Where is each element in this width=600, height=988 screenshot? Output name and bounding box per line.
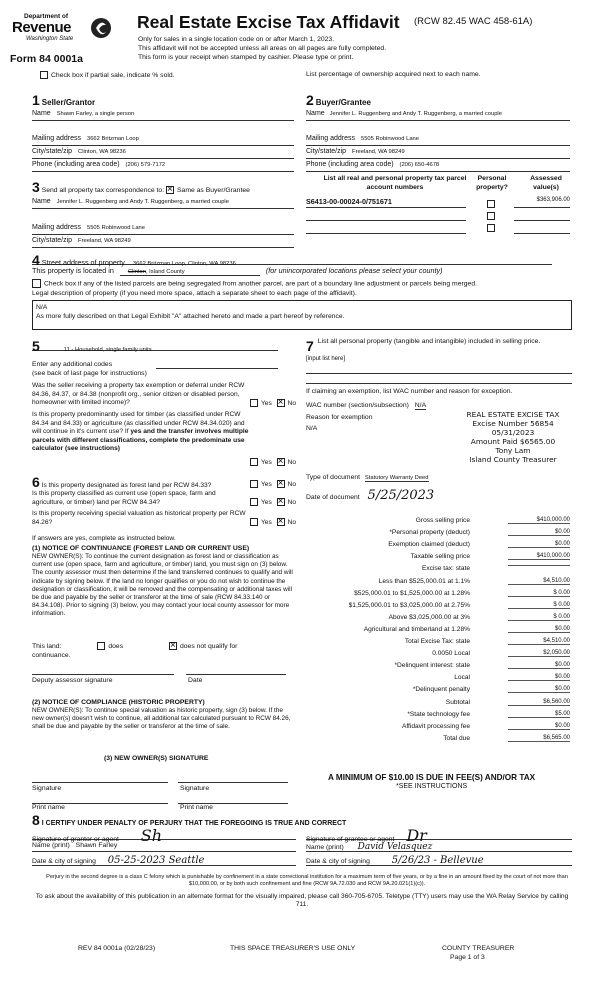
corr-mailing-row: [32, 224, 294, 235]
seller-phone-value[interactable]: (206) 579-7172: [125, 162, 166, 168]
current-use-yes-checkbox[interactable]: [250, 498, 258, 506]
current-use-no-checkbox[interactable]: [277, 498, 285, 506]
tax-row: [308, 650, 570, 661]
legal-label: Legal description of property (if you need more space, attach a separate sheet to each page of the affidavit).: [32, 290, 357, 297]
header-note-3: This form is your receipt when stamped by cashier. Please type or print.: [138, 54, 354, 61]
seller-city-row: [32, 148, 294, 159]
section-8-number: 8: [32, 812, 40, 828]
signature-label-2: Signature: [180, 785, 210, 792]
tax-row-label: Local: [454, 674, 470, 682]
timber-no-checkbox[interactable]: [277, 458, 285, 466]
timber-text: Is this property predominantly used for timber (as classified under RCW 84.34 and 84.33) or agriculture (as classified under RCW 84.34.020) and will continue in it's current use? If: [32, 411, 245, 435]
grantor-name[interactable]: Shawn Farley: [75, 842, 118, 849]
tax-row-value[interactable]: $410,000.00: [508, 553, 570, 560]
section-3-heading: [32, 179, 250, 195]
section-7-number: 7: [306, 338, 314, 354]
tax-row-value[interactable]: $2,050.00: [508, 650, 570, 657]
see-instructions: *SEE INSTRUCTIONS: [396, 783, 468, 790]
seller-mailing-row: [32, 135, 294, 146]
current-use-question: Is this property classified as current use (open space, farm and agriculture, or timber) land per RCW 84.34?: [32, 490, 216, 506]
deputy-label: Deputy assessor signature: [32, 677, 113, 684]
parcels-col2-header: Personal property?: [476, 175, 508, 191]
exemption-no-checkbox[interactable]: [277, 399, 285, 407]
certify-text: I CERTIFY UNDER PENALTY OF PERJURY THAT THE FOREGOING IS TRUE AND CORRECT: [41, 820, 347, 827]
personal-property-line-1[interactable]: [306, 366, 572, 374]
partial-sale-row: [40, 71, 175, 79]
timber-bold: yes and the transfer involves multiple parcels with different classifications, complete the predominate use calculator (see instructions): [32, 428, 249, 452]
buyer-name-row: [306, 110, 570, 121]
owner-print-2[interactable]: [178, 796, 288, 804]
historic-no-checkbox[interactable]: [277, 518, 285, 526]
timber-no-label: No: [287, 458, 297, 466]
corr-name-row: [32, 198, 294, 209]
buyer-mailing-value[interactable]: 5505 Robinwood Lane: [360, 136, 420, 142]
footer-page: Page 1 of 3: [450, 954, 485, 961]
ownership-note: List percentage of ownership acquired next to each name.: [306, 71, 481, 78]
grantee-date-row: [306, 855, 572, 866]
header-note-1: Only for sales in a single location code on or after March 1, 2023.: [138, 36, 335, 43]
does-not-checkbox[interactable]: [169, 642, 177, 650]
grantee-name-label: Name (print): [306, 844, 344, 851]
tax-row: [308, 541, 570, 552]
legal-text: As more fully described on that Legal Exhibit "A" attached hereto and made a part hereof by reference.: [36, 313, 345, 320]
seller-mailing-value[interactable]: 3662 Britzman Loop: [86, 136, 139, 142]
personal-property-line-2[interactable]: [306, 376, 572, 384]
logo-emblem-icon: [90, 15, 112, 41]
additional-codes-1: Enter any additional codes: [32, 361, 113, 368]
grantor-signature-row: [32, 826, 296, 845]
current-use-no-label: No: [287, 498, 297, 506]
notice2-body: NEW OWNER(S): To continue special valuation as historic property, sign (3) below. If the new owner(s) doesn't wish to continue, all additional tax calculated pursuant to RCW 84.26, shall be due and payable by the seller or transferor at the time of sale.: [32, 707, 291, 731]
page-title: Real Estate Excise Tax Affidavit: [137, 12, 400, 32]
wac-row: [306, 402, 426, 409]
grantor-name-row: [32, 842, 296, 852]
stamp-line-1: REAL ESTATE EXCISE TAX: [466, 410, 560, 419]
county-value: , Island County: [145, 269, 185, 275]
tax-row: [308, 614, 570, 625]
availability-note: To ask about the availability of this publication in an alternate format for the visually impaired, please call 360-705-6705. Teletype (TTY) users may use the WA Relay Service by calling 711.: [35, 893, 569, 909]
grantee-signature-row: [306, 826, 572, 845]
grantee-sig-label: Signature of grantee or agent: [306, 836, 395, 843]
doc-date-row: [306, 488, 434, 503]
print-name-label-1: Print name: [32, 804, 65, 811]
tax-row-value[interactable]: $ 0.00: [508, 602, 570, 609]
corr-city-value[interactable]: Freeland, WA 98249: [78, 238, 131, 244]
forest-yes-checkbox[interactable]: [250, 480, 258, 488]
historic-no-label: No: [287, 518, 297, 526]
tax-row-label: Excise tax: state: [421, 565, 470, 573]
grantee-date[interactable]: 5/26/23 - Bellevue: [391, 855, 484, 866]
forest-no-label: No: [287, 480, 297, 488]
section-4-number: 4: [32, 252, 40, 268]
does-not-label: does not qualify for: [180, 642, 238, 650]
seller-phone-row: [32, 161, 294, 172]
tax-row-label: $1,525,000.01 to $3,025,000.00 at 2.75%: [348, 601, 470, 609]
buyer-phone-value[interactable]: (206) 650-4678: [399, 162, 440, 168]
tax-row: [308, 626, 570, 637]
personal-property-checkbox-1[interactable]: [487, 200, 495, 208]
does-checkbox[interactable]: [97, 642, 105, 650]
land-use-code[interactable]: 11 - Household, single family units: [63, 347, 152, 353]
this-land-label: This land:: [32, 642, 62, 650]
does-label: does: [108, 642, 124, 650]
tax-row-value[interactable]: $6,565.00: [508, 735, 570, 742]
tax-row-label: *Personal property (deduct): [389, 529, 470, 537]
exemption-answer: [250, 399, 296, 407]
buyer-name-label: Name: [306, 110, 325, 117]
header-note-2: This affidavit will not be accepted unless all areas on all pages are fully completed.: [138, 45, 387, 52]
tax-row-value[interactable]: $6,560.00: [508, 699, 570, 706]
treasurer-stamp: [438, 410, 588, 464]
parcel-personal-3: [487, 223, 498, 232]
tax-row: [308, 674, 570, 685]
tax-row: [308, 735, 570, 746]
if-yes-text: If answers are yes, complete as instructed below.: [32, 535, 176, 542]
doc-type-row: [306, 474, 429, 481]
parcels-col3-header: Assessed value(s): [530, 175, 562, 191]
legal-description-box[interactable]: [32, 300, 572, 330]
unincorporated-note: (for unincorporated locations please select your county): [265, 266, 443, 275]
grantee-name[interactable]: David Velasquez: [357, 842, 433, 852]
logo-word: Revenue: [12, 19, 72, 36]
segregated-checkbox[interactable]: [32, 279, 41, 288]
statute: (RCW 82.45 WAC 458-61A): [414, 16, 533, 27]
grantee-date-label: Date & city of signing: [306, 858, 370, 865]
notice3-title: (3) NEW OWNER(S) SIGNATURE: [104, 755, 209, 762]
tax-row-value[interactable]: $0.00: [508, 541, 570, 548]
tax-row-label: *Delinquent penalty: [412, 686, 470, 694]
county-field[interactable]: [120, 269, 260, 276]
wac-value[interactable]: N/A: [414, 402, 427, 409]
tax-row: [308, 529, 570, 540]
deputy-date-line[interactable]: [186, 667, 286, 675]
tax-row: [308, 590, 570, 601]
grantor-name-label: Name (print): [32, 842, 70, 849]
tax-row-value[interactable]: $0.00: [508, 662, 570, 669]
additional-codes-field[interactable]: [156, 360, 278, 369]
tax-row-label: *State technology fee: [407, 710, 470, 718]
tax-row: [308, 699, 570, 710]
tax-row-label: Agricultural and timberland at 1.28%: [363, 625, 470, 633]
buyer-phone-row: [306, 161, 570, 172]
exemption-yes-label: Yes: [261, 399, 272, 407]
doc-type-label: Type of document: [306, 474, 361, 481]
doc-type-value[interactable]: Statutory Warranty Deed: [364, 475, 429, 481]
signature-label-1: Signature: [32, 785, 62, 792]
parcel-number-2[interactable]: [306, 210, 466, 221]
forest-no-checkbox[interactable]: [277, 480, 285, 488]
parcel-value-2[interactable]: [514, 210, 570, 221]
partial-sale-label: Check box if partial sale, indicate % sold.: [51, 71, 175, 79]
stamp-line-2: Excise Number 56854: [472, 419, 554, 428]
wac-label: WAC number (section/subsection): [306, 402, 409, 409]
exemption-question: Was the seller receiving a property tax exemption or deferral under RCW 84.36, 84.37, or 84.38 (nonprofit org., senior citizen or disabled person, homeowner with limited income)?: [32, 382, 245, 406]
stamp-line-4: Amount Paid $6565.00: [470, 437, 556, 446]
tax-row-value[interactable]: $410,000.00: [508, 517, 570, 524]
footer-treasurer: COUNTY TREASURER: [442, 945, 515, 952]
doc-date-label: Date of document: [306, 494, 360, 501]
tax-row-label: Total due: [443, 734, 470, 742]
buyer-city-label: City/state/zip: [306, 148, 347, 155]
tax-row-label: 0.0050 Local: [432, 650, 470, 658]
corr-city-label: City/state/zip: [32, 237, 73, 244]
corr-mailing-label: Mailing address: [32, 224, 82, 231]
parcel-value-3[interactable]: [514, 223, 570, 234]
reason-value[interactable]: N/A: [306, 425, 318, 432]
same-as-buyer-checkbox[interactable]: [166, 186, 174, 194]
tax-row-label: $525,000.01 to $1,525,000.00 at 1.28%: [354, 589, 470, 597]
logo-top-text: Department of: [24, 13, 69, 20]
grantee-signature[interactable]: Dr: [406, 826, 427, 845]
section-1-number: 1: [32, 92, 40, 108]
stamp-line-3: 05/31/2023: [491, 428, 535, 437]
tax-row-label: Gross selling price: [415, 517, 470, 524]
grantor-date-label: Date & city of signing: [32, 858, 96, 865]
timber-yes-checkbox[interactable]: [250, 458, 258, 466]
stamp-line-5: Tony Lam: [495, 446, 531, 455]
seller-phone-label: Phone (including area code): [32, 161, 120, 168]
personal-property-checkbox-3[interactable]: [487, 224, 495, 232]
seller-city-label: City/state/zip: [32, 148, 73, 155]
notice1-body: NEW OWNER(S): To continue the current designation as forest land or classification as current use (open space, farm and agriculture, or timber) land, you must sign on (3) below. The county assessor must then determine if the land transferred continues to qualify and will indicate by signing below. If the land no longer qualifies or you do not wish to continue the designation or classification, it will be removed and the compensating or additional taxes will be due and payable by the seller or transferor at the time of sale (RCW 84.33.140 or 84.34.108). Prior to signing (3) below, you may contact your local county assessor for more information.: [32, 553, 293, 618]
section-1-heading: [32, 92, 95, 108]
buyer-city-row: [306, 148, 570, 159]
deputy-signature-line[interactable]: [32, 667, 174, 675]
buyer-mailing-row: [306, 135, 570, 146]
seller-name-label: Name: [32, 110, 51, 117]
tax-row-value[interactable]: $4,510.00: [508, 578, 570, 585]
tax-row: [308, 686, 570, 697]
reason-label: Reason for exemption: [306, 414, 373, 421]
grantor-date[interactable]: 05-25-2023 Seattle: [107, 855, 205, 866]
segregated-text: Check box if any of the listed parcels are being segregated from another parcel, are part of a boundary line adjustment or parcels being merged.: [44, 280, 477, 288]
buyer-heading: Buyer/Grantee: [315, 98, 371, 107]
street-value[interactable]: 3662 Britzman Loop, Clinton, WA 98236: [132, 261, 236, 267]
buyer-mailing-label: Mailing address: [306, 135, 356, 142]
current-use-yes-label: Yes: [261, 498, 272, 506]
seller-city-value[interactable]: Clinton, WA 98236: [78, 149, 126, 155]
timber-yes-label: Yes: [261, 458, 272, 466]
footer-rev: REV 84 0001a (02/28/23): [78, 945, 156, 952]
grantor-date-row: [32, 855, 296, 866]
seller-mailing-label: Mailing address: [32, 135, 82, 142]
tax-row-value[interactable]: $0.00: [508, 723, 570, 730]
revenue-logo: [8, 13, 116, 51]
corr-mailing-value[interactable]: 5505 Robinwood Lane: [86, 225, 146, 231]
corr-name-label: Name: [32, 198, 51, 205]
doc-date-value[interactable]: 5/25/2023: [367, 488, 435, 503]
street-label: Street address of property: [41, 258, 125, 267]
section-6-q1: [32, 474, 252, 490]
section-2-number: 2: [306, 92, 314, 108]
forest-question: Is this property designated as forest land per RCW 84.33?: [41, 482, 212, 489]
current-use-answer: [250, 498, 296, 506]
parcel-personal-1: [487, 199, 498, 208]
tax-row: [308, 578, 570, 589]
segregated-row: [32, 279, 577, 288]
historic-yes-checkbox[interactable]: [250, 518, 258, 526]
owner-signature-2[interactable]: [178, 775, 288, 783]
additional-codes-2: (see back of last page for instructions): [32, 370, 147, 377]
tax-row: [308, 565, 570, 576]
print-name-label-2: Print name: [180, 804, 213, 811]
notice2-title: (2) NOTICE OF COMPLIANCE (HISTORIC PROPERTY): [32, 699, 205, 706]
timber-answer: [250, 458, 296, 466]
section-7-row: [306, 338, 572, 354]
correspondence-heading: Send all property tax correspondence to:: [41, 187, 165, 194]
corr-city-row: [32, 237, 294, 248]
owner-print-1[interactable]: [32, 796, 168, 804]
buyer-phone-label: Phone (including area code): [306, 161, 394, 168]
county-struck: Clinton: [127, 269, 146, 275]
tax-row-value[interactable]: $0.00: [508, 626, 570, 633]
personal-property-input[interactable]: [input list here]: [306, 356, 346, 362]
tax-row-label: Total Excise Tax: state: [404, 638, 470, 645]
continuance-label: continuance.: [32, 652, 71, 659]
tax-row: [308, 517, 570, 528]
tax-row-label: Taxable selling price: [410, 553, 470, 561]
perjury-note: Perjury in the second degree is a class C felony which is punishable by confinement in a state correctional institution for a maximum term of five years, or by a fine in an amount fixed by the court of not more than $10,000.00, or by both such confinement and fine (RCW 9A.72.030 and RCW 9A.20.021(1)(c)).: [46, 874, 568, 887]
tax-row: [308, 553, 570, 564]
deputy-date-label: Date: [188, 677, 203, 684]
tax-row: [308, 711, 570, 722]
logo-sub: Washington State: [26, 36, 74, 42]
historic-yes-label: Yes: [261, 518, 272, 526]
located-label: This property is located in: [32, 266, 114, 275]
seller-heading: Seller/Grantor: [41, 98, 96, 107]
tax-row-value[interactable]: $ 0.00: [508, 614, 570, 621]
historic-answer: [250, 518, 296, 526]
section-5-number: 5: [32, 338, 40, 354]
tax-row-value[interactable]: $5.00: [508, 711, 570, 718]
notice1-title: (1) NOTICE OF CONTINUANCE (FOREST LAND OR CURRENT USE): [32, 545, 250, 552]
buyer-name-value[interactable]: Jennifer L. Ruggenberg and Andy T. Ruggenberg, a married couple: [329, 111, 502, 117]
grantor-signature[interactable]: Sh: [140, 826, 163, 845]
section-5-row: [32, 338, 278, 354]
street-address-row: [32, 252, 552, 268]
tax-row-value[interactable]: [508, 565, 570, 566]
historic-question: Is this property receiving special valuation as historical property per RCW 84.26?: [32, 510, 246, 526]
parcel-personal-2: [487, 211, 498, 220]
tax-row-value[interactable]: $0.00: [508, 686, 570, 693]
tax-row: [308, 662, 570, 673]
legal-na: N/A: [36, 304, 48, 311]
tax-row-label: Exemption claimed (deduct): [388, 541, 470, 549]
parcel-value-1[interactable]: $363,906.00: [514, 197, 570, 208]
forest-yes-label: Yes: [261, 480, 272, 488]
tax-row-label: Subtotal: [445, 698, 470, 706]
parcel-number-1[interactable]: S6413-00-00024-0/751671: [306, 197, 466, 208]
minimum-note: A MINIMUM OF $10.00 IS DUE IN FEE(S) AND/OR TAX: [328, 773, 536, 782]
tax-row: [308, 638, 570, 649]
seller-name-row: [32, 110, 294, 121]
grantee-name-row: [306, 842, 572, 852]
tax-row-value[interactable]: $ 0.00: [508, 590, 570, 597]
parcels-col1-header: List all real and personal property tax parcel account numbers: [323, 175, 467, 191]
exemption-no-label: No: [287, 399, 297, 407]
tax-row-label: Affidavit processing fee: [401, 722, 470, 730]
form-number: Form 84 0001a: [10, 53, 83, 65]
tax-row: [308, 723, 570, 734]
tax-row-value[interactable]: $0.00: [508, 674, 570, 681]
corr-name-value[interactable]: Jennifer L. Ruggenberg and Andy T. Ruggenberg, a married couple: [56, 199, 229, 205]
section-6-number: 6: [32, 474, 40, 490]
buyer-city-value[interactable]: Freeland, WA 98249: [352, 149, 405, 155]
tax-row-value[interactable]: $0.00: [508, 529, 570, 536]
personal-property-checkbox-2[interactable]: [487, 212, 495, 220]
section-7-text: List all personal property (tangible and intangible) included in selling price.: [317, 338, 541, 345]
section-2-heading: [306, 92, 371, 108]
seller-name-value[interactable]: Shawn Farley, a single person: [56, 111, 135, 117]
forest-answer: [250, 480, 296, 488]
section-3-number: 3: [32, 179, 40, 195]
partial-sale-checkbox[interactable]: [40, 71, 48, 79]
footer-space: THIS SPACE TREASURER'S USE ONLY: [230, 945, 356, 952]
timber-question: [32, 411, 254, 454]
owner-signature-1[interactable]: [32, 775, 168, 783]
tax-row-label: Less than $525,000.01 at 1.1%: [378, 577, 470, 585]
this-land-row: [32, 642, 237, 650]
parcel-number-3[interactable]: [306, 223, 466, 234]
same-as-buyer-label: Same as Buyer/Grantee: [177, 187, 250, 194]
claim-text: If claiming an exemption, list WAC number and reason for exception.: [306, 388, 513, 395]
grantor-sig-label: Signature of grantor or agent: [32, 836, 119, 843]
stamp-line-6: Island County Treasurer: [469, 455, 557, 464]
exemption-yes-checkbox[interactable]: [250, 399, 258, 407]
tax-row-label: Above $3,025,000.00 at 3%: [388, 613, 470, 621]
tax-row-label: *Delinquent interest: state: [394, 662, 470, 670]
located-row: [32, 266, 572, 276]
tax-row: [308, 602, 570, 613]
tax-row-value[interactable]: $4,510.00: [508, 638, 570, 645]
